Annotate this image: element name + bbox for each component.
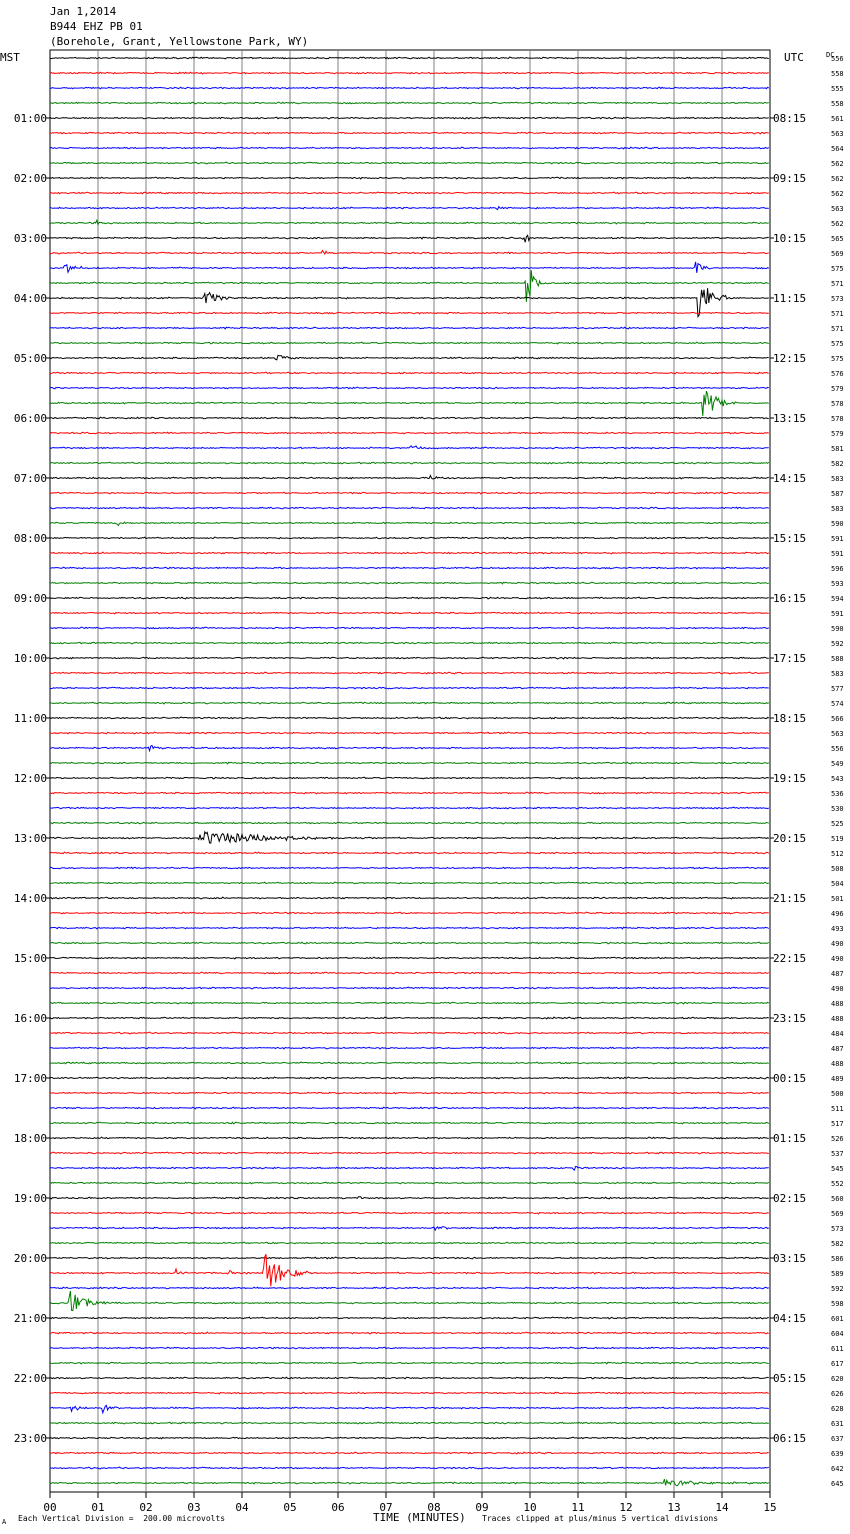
seismic-trace xyxy=(50,391,769,416)
x-tick-label: 09 xyxy=(475,1501,489,1514)
seismic-trace xyxy=(50,1257,769,1259)
mst-axis-label: MST xyxy=(0,51,20,64)
seismic-trace xyxy=(50,1362,769,1364)
dc-offset-label: 571 xyxy=(831,310,844,318)
dc-offset-label: 569 xyxy=(831,1210,844,1218)
x-tick-label: 05 xyxy=(283,1501,297,1514)
header-date: Jan 1,2014 xyxy=(50,5,117,18)
utc-hour-label: 01:15 xyxy=(773,1132,807,1145)
seismic-trace xyxy=(50,1166,769,1170)
dc-offset-label: 508 xyxy=(831,865,844,873)
dc-offset-label: 581 xyxy=(831,445,844,453)
dc-offset-label: 586 xyxy=(831,1255,844,1263)
mst-hour-label: 04:00 xyxy=(13,292,47,305)
seismic-trace xyxy=(50,882,769,884)
dc-offset-label: 577 xyxy=(831,685,844,693)
seismic-trace xyxy=(50,582,769,584)
header-station: B944 EHZ PB 01 xyxy=(50,20,143,33)
seismic-trace xyxy=(50,1197,769,1199)
mst-hour-label: 17:00 xyxy=(13,1072,47,1085)
dc-offset-label: 512 xyxy=(831,850,844,858)
utc-hour-label: 00:15 xyxy=(773,1072,807,1085)
mst-hour-label: 20:00 xyxy=(13,1252,47,1265)
dc-offset-label: 490 xyxy=(831,955,844,963)
mst-hour-label: 10:00 xyxy=(13,652,47,665)
seismic-trace xyxy=(50,1137,769,1139)
dc-offset-label: 601 xyxy=(831,1315,844,1323)
utc-hour-label: 06:15 xyxy=(773,1432,807,1445)
dc-offset-label: 631 xyxy=(831,1420,844,1428)
x-tick-label: 00 xyxy=(43,1501,57,1514)
seismic-trace xyxy=(50,627,769,629)
seismic-trace xyxy=(50,927,769,929)
seismic-trace xyxy=(50,372,769,374)
dc-offset-label: 490 xyxy=(831,985,844,993)
x-tick-label: 14 xyxy=(715,1501,729,1514)
mst-hour-label: 22:00 xyxy=(13,1372,47,1385)
dc-offset-label: 588 xyxy=(831,655,844,663)
dc-offset-label: 591 xyxy=(831,610,844,618)
x-tick-label: 10 xyxy=(523,1501,537,1514)
seismic-trace xyxy=(50,1287,769,1289)
seismic-trace xyxy=(50,732,769,734)
dc-offset-label: 587 xyxy=(831,490,844,498)
dc-offset-label: 488 xyxy=(831,1060,844,1068)
mst-hour-label: 12:00 xyxy=(13,772,47,785)
seismic-trace xyxy=(50,597,769,599)
mst-hour-label: 03:00 xyxy=(13,232,47,245)
mst-hour-label: 07:00 xyxy=(13,472,47,485)
dc-offset-label: 573 xyxy=(831,1225,844,1233)
utc-hour-label: 05:15 xyxy=(773,1372,807,1385)
seismic-trace xyxy=(50,852,769,854)
x-tick-label: 04 xyxy=(235,1501,249,1514)
mst-hour-label: 09:00 xyxy=(13,592,47,605)
dc-offset-label: 500 xyxy=(831,1090,844,1098)
seismic-trace xyxy=(50,1332,769,1334)
dc-offset-label: 590 xyxy=(831,520,844,528)
mst-hour-label: 18:00 xyxy=(13,1132,47,1145)
dc-offset-label: 626 xyxy=(831,1390,844,1398)
x-tick-label: 01 xyxy=(91,1501,105,1514)
seismic-trace xyxy=(50,552,769,554)
mst-hour-label: 08:00 xyxy=(13,532,47,545)
seismic-trace xyxy=(50,507,769,509)
seismic-trace xyxy=(50,102,769,104)
utc-hour-label: 12:15 xyxy=(773,352,807,365)
seismic-trace xyxy=(50,1291,769,1311)
x-tick-label: 15 xyxy=(763,1501,777,1514)
mst-hour-label: 16:00 xyxy=(13,1012,47,1025)
dc-offset-label: 578 xyxy=(831,400,844,408)
dc-offset-label: 536 xyxy=(831,790,844,798)
seismic-trace xyxy=(50,147,769,149)
seismic-trace xyxy=(50,1405,769,1412)
seismic-trace xyxy=(50,1212,769,1214)
dc-offset-label: 555 xyxy=(831,85,844,93)
dc-offset-label: 564 xyxy=(831,145,844,153)
seismic-trace xyxy=(50,262,769,273)
dc-offset-label: 574 xyxy=(831,700,844,708)
utc-hour-label: 21:15 xyxy=(773,892,807,905)
utc-hour-label: 14:15 xyxy=(773,472,807,485)
seismic-trace xyxy=(50,207,769,210)
seismic-trace xyxy=(50,1242,769,1244)
x-tick-label: 06 xyxy=(331,1501,345,1514)
seismic-trace xyxy=(50,327,769,329)
seismic-trace xyxy=(50,476,769,480)
seismic-trace xyxy=(50,1452,769,1454)
dc-offset-label: 496 xyxy=(831,910,844,918)
seismic-trace xyxy=(50,1152,769,1154)
dc-offset-label: 501 xyxy=(831,895,844,903)
dc-offset-label: 583 xyxy=(831,670,844,678)
seismic-trace xyxy=(50,867,769,869)
dc-offset-label: 583 xyxy=(831,475,844,483)
scale-note: Each Vertical Division = 200.00 microvolts xyxy=(18,1514,226,1523)
seismic-trace xyxy=(50,177,769,179)
seismic-trace xyxy=(50,72,769,74)
dc-offset-label: 565 xyxy=(831,235,844,243)
dc-offset-label: 617 xyxy=(831,1360,844,1368)
seismic-trace xyxy=(50,342,769,344)
dc-offset-label: 592 xyxy=(831,1285,844,1293)
utc-hour-label: 19:15 xyxy=(773,772,807,785)
dc-offset-label: 556 xyxy=(831,55,844,63)
seismic-trace xyxy=(50,1479,769,1486)
seismic-trace xyxy=(50,1467,769,1469)
seismic-trace xyxy=(50,612,769,614)
dc-offset-label: 562 xyxy=(831,160,844,168)
seismic-trace xyxy=(50,1317,769,1319)
dc-offset-label: 562 xyxy=(831,190,844,198)
seismic-trace xyxy=(50,957,769,959)
dc-offset-label: 583 xyxy=(831,505,844,513)
seismic-trace xyxy=(50,192,769,194)
seismic-trace xyxy=(50,1092,769,1094)
seismic-trace xyxy=(50,270,769,302)
utc-hour-label: 04:15 xyxy=(773,1312,807,1325)
seismic-trace xyxy=(50,162,769,164)
seismic-trace xyxy=(50,312,769,314)
mst-hour-label: 21:00 xyxy=(13,1312,47,1325)
seismic-trace xyxy=(50,522,769,525)
seismic-trace xyxy=(50,417,769,419)
dc-offset-label: 571 xyxy=(831,280,844,288)
utc-hour-label: 09:15 xyxy=(773,172,807,185)
dc-offset-label: 530 xyxy=(831,805,844,813)
seismic-trace xyxy=(50,132,769,134)
dc-offset-label: 637 xyxy=(831,1435,844,1443)
mst-hour-label: 01:00 xyxy=(13,112,47,125)
dc-offset-label: 489 xyxy=(831,1075,844,1083)
seismic-trace xyxy=(50,1437,769,1439)
dc-offset-label: 566 xyxy=(831,715,844,723)
dc-offset-label: 575 xyxy=(831,340,844,348)
grid xyxy=(46,50,774,1498)
seismic-trace xyxy=(50,972,769,974)
seismic-trace xyxy=(50,717,769,719)
seismic-trace xyxy=(50,492,769,494)
mst-hour-label: 05:00 xyxy=(13,352,47,365)
utc-hour-label: 18:15 xyxy=(773,712,807,725)
seismic-trace xyxy=(50,235,769,242)
seismic-trace xyxy=(50,807,769,809)
dc-offset-label: 549 xyxy=(831,760,844,768)
dc-offset-label: 488 xyxy=(831,1000,844,1008)
seismic-trace xyxy=(50,942,769,944)
utc-hour-label: 22:15 xyxy=(773,952,807,965)
seismic-trace xyxy=(50,462,769,464)
utc-hour-label: 13:15 xyxy=(773,412,807,425)
utc-hour-label: 15:15 xyxy=(773,532,807,545)
dc-offset-label: 590 xyxy=(831,625,844,633)
seismic-trace xyxy=(50,822,769,824)
dc-offset-label: 487 xyxy=(831,1045,844,1053)
traces xyxy=(50,57,769,1486)
dc-offset-label: 487 xyxy=(831,970,844,978)
seismic-trace xyxy=(50,57,769,59)
dc-offset-label: 543 xyxy=(831,775,844,783)
dc-offset-label: 569 xyxy=(831,250,844,258)
seismic-trace xyxy=(50,537,769,539)
dc-offset-label: 576 xyxy=(831,370,844,378)
seismic-trace xyxy=(50,1002,769,1004)
dc-offset-label: 563 xyxy=(831,130,844,138)
dc-offset-label: 558 xyxy=(831,70,844,78)
seismic-trace xyxy=(50,762,769,764)
utc-hour-label: 11:15 xyxy=(773,292,807,305)
x-tick-label: 12 xyxy=(619,1501,633,1514)
dc-offset-label: 490 xyxy=(831,940,844,948)
dc-offset-label: 611 xyxy=(831,1345,844,1353)
clip-note: Traces clipped at plus/minus 5 vertical divisions xyxy=(482,1514,719,1523)
seismic-trace xyxy=(50,912,769,914)
dc-offset-label: 594 xyxy=(831,595,844,603)
seismic-trace xyxy=(50,387,769,389)
seismic-trace xyxy=(50,1062,769,1064)
utc-axis-label: UTC xyxy=(784,51,804,64)
seismic-trace xyxy=(50,777,769,779)
seismic-trace xyxy=(50,567,769,569)
x-tick-label: 07 xyxy=(379,1501,393,1514)
dc-offset-label: 628 xyxy=(831,1405,844,1413)
dc-offset-label: 552 xyxy=(831,1180,844,1188)
seismic-trace xyxy=(50,251,769,255)
dc-offset-label: 560 xyxy=(831,1195,844,1203)
seismic-trace xyxy=(50,355,769,360)
seismic-trace xyxy=(50,220,769,224)
seismic-trace xyxy=(50,1227,769,1230)
dc-offset-label: 620 xyxy=(831,1375,844,1383)
x-axis-title: TIME (MINUTES) xyxy=(373,1511,466,1524)
mst-hour-label: 13:00 xyxy=(13,832,47,845)
dc-offset-label: 562 xyxy=(831,175,844,183)
dc-offset-label: 517 xyxy=(831,1120,844,1128)
dc-offset-label: 563 xyxy=(831,730,844,738)
seismic-trace xyxy=(50,1392,769,1394)
seismic-trace xyxy=(50,1377,769,1379)
dc-offset-label: 589 xyxy=(831,1270,844,1278)
mst-hour-label: 11:00 xyxy=(13,712,47,725)
seismic-trace xyxy=(50,832,769,843)
utc-hour-label: 02:15 xyxy=(773,1192,807,1205)
seismic-trace xyxy=(50,1032,769,1034)
dc-offset-label: 525 xyxy=(831,820,844,828)
dc-offset-label: 484 xyxy=(831,1030,844,1038)
dc-offset-label: 519 xyxy=(831,835,844,843)
seismic-trace xyxy=(50,117,769,119)
seismic-trace xyxy=(50,746,769,751)
dc-offset-label: 575 xyxy=(831,355,844,363)
x-tick-label: 08 xyxy=(427,1501,441,1514)
dc-offset-label: 526 xyxy=(831,1135,844,1143)
seismic-trace xyxy=(50,987,769,989)
utc-hour-label: 23:15 xyxy=(773,1012,807,1025)
dc-offset-label: 591 xyxy=(831,550,844,558)
dc-offset-label: 562 xyxy=(831,220,844,228)
x-tick-label: 02 xyxy=(139,1501,153,1514)
mst-hour-label: 14:00 xyxy=(13,892,47,905)
dc-offset-label: 596 xyxy=(831,565,844,573)
dc-offset-label: 604 xyxy=(831,1330,844,1338)
dc-offset-label: 561 xyxy=(831,115,844,123)
axis-labels xyxy=(0,51,844,1514)
utc-hour-label: 10:15 xyxy=(773,232,807,245)
utc-hour-label: 17:15 xyxy=(773,652,807,665)
dc-offset-label: 592 xyxy=(831,640,844,648)
corner-mark: A xyxy=(2,1518,7,1526)
seismic-trace xyxy=(50,1047,769,1049)
mst-hour-label: 19:00 xyxy=(13,1192,47,1205)
dc-offset-label: 556 xyxy=(831,745,844,753)
utc-hour-label: 20:15 xyxy=(773,832,807,845)
seismic-trace xyxy=(50,1422,769,1424)
dc-offset-label: 639 xyxy=(831,1450,844,1458)
seismic-trace xyxy=(50,1107,769,1109)
dc-offset-label: 504 xyxy=(831,880,844,888)
seismic-trace xyxy=(50,657,769,659)
mst-hour-label: 23:00 xyxy=(13,1432,47,1445)
dc-offset-label: 493 xyxy=(831,925,844,933)
x-tick-label: 13 xyxy=(667,1501,681,1514)
dc-offset-label: 573 xyxy=(831,295,844,303)
mst-hour-label: 02:00 xyxy=(13,172,47,185)
dc-offset-label: 558 xyxy=(831,100,844,108)
seismic-trace xyxy=(50,1077,769,1079)
seismic-trace xyxy=(50,1122,769,1124)
dc-offset-label: 575 xyxy=(831,265,844,273)
dc-offset-label: 511 xyxy=(831,1105,844,1113)
seismic-trace xyxy=(50,1347,769,1349)
dc-offset-label: 578 xyxy=(831,415,844,423)
dc-offset-label: 642 xyxy=(831,1465,844,1473)
seismic-trace xyxy=(50,87,769,89)
dc-offset-label: 645 xyxy=(831,1480,844,1488)
seismic-trace xyxy=(50,672,769,674)
utc-hour-label: 03:15 xyxy=(773,1252,807,1265)
mst-hour-label: 06:00 xyxy=(13,412,47,425)
mst-hour-label: 15:00 xyxy=(13,952,47,965)
dc-offset-label: 545 xyxy=(831,1165,844,1173)
utc-hour-label: 16:15 xyxy=(773,592,807,605)
seismic-trace xyxy=(50,1254,769,1286)
x-tick-label: 11 xyxy=(571,1501,585,1514)
utc-hour-label: 08:15 xyxy=(773,112,807,125)
seismic-trace xyxy=(50,792,769,794)
dc-offset-label: 579 xyxy=(831,385,844,393)
dc-offset-label: 582 xyxy=(831,1240,844,1248)
x-tick-label: 03 xyxy=(187,1501,201,1514)
seismic-trace xyxy=(50,897,769,899)
seismic-trace xyxy=(50,446,769,449)
dc-offset-label: 579 xyxy=(831,430,844,438)
dc-label: DC xyxy=(826,51,835,59)
dc-offset-label: 582 xyxy=(831,460,844,468)
dc-offset-label: 571 xyxy=(831,325,844,333)
dc-offset-label: 593 xyxy=(831,580,844,588)
seismic-trace xyxy=(50,432,769,434)
dc-offset-label: 537 xyxy=(831,1150,844,1158)
dc-offset-label: 598 xyxy=(831,1300,844,1308)
plot-frame xyxy=(50,50,770,1492)
dc-offset-label: 591 xyxy=(831,535,844,543)
seismic-trace xyxy=(50,642,769,644)
header-location: (Borehole, Grant, Yellowstone Park, WY) xyxy=(50,35,309,48)
seismic-trace xyxy=(50,687,769,689)
dc-offset-label: 488 xyxy=(831,1015,844,1023)
seismic-trace xyxy=(50,1017,769,1019)
dc-offset-label: 563 xyxy=(831,205,844,213)
seismic-trace xyxy=(50,702,769,704)
seismic-trace xyxy=(50,1182,769,1184)
